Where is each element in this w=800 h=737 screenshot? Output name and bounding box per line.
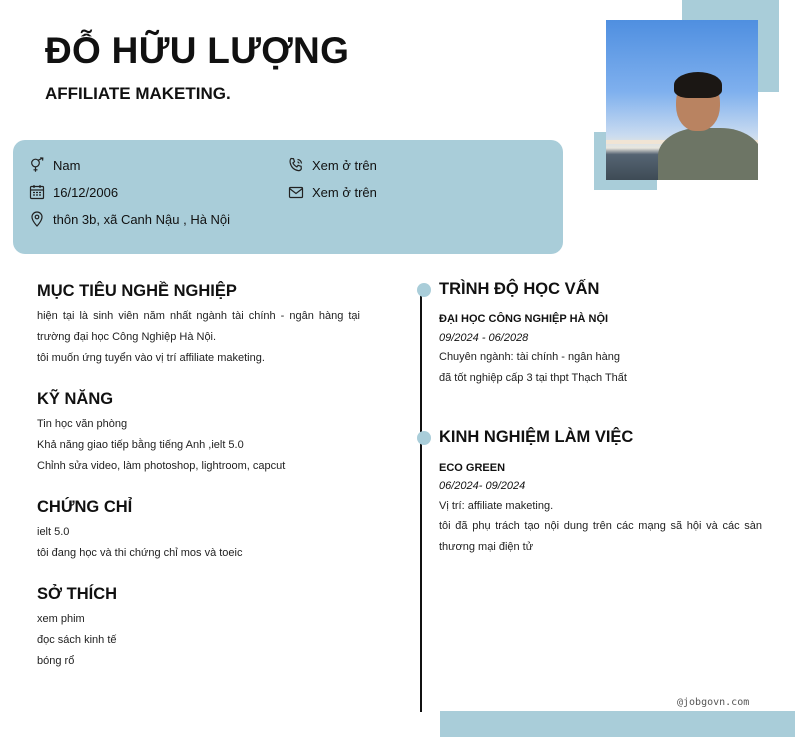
timeline-dot-experience [417, 431, 431, 445]
candidate-role: AFFILIATE MAKETING. [45, 84, 231, 103]
timeline-dot-education [417, 283, 431, 297]
objective-title: MỤC TIÊU NGHỀ NGHIỆP [37, 282, 237, 300]
gender-icon [29, 157, 45, 173]
education-period: 09/2024 - 06/2028 [439, 332, 529, 344]
mail-icon [288, 184, 304, 200]
contact-email [288, 184, 377, 200]
objective-line-3: tôi muốn ứng tuyển vào vị trí affiliate maketing. [37, 352, 265, 364]
skill-item: Tin học văn phòng [37, 418, 128, 430]
skills-title: KỸ NĂNG [37, 390, 114, 408]
contact-address [29, 211, 230, 227]
profile-photo [606, 20, 758, 180]
hobby-item: đọc sách kinh tế [37, 634, 117, 646]
contact-gender-text: Nam [53, 157, 81, 173]
experience-period: 06/2024- 09/2024 [439, 480, 526, 492]
hobby-item: xem phim [37, 613, 85, 625]
contact-gender [29, 157, 80, 173]
objective-line-1: hiện tại là sinh viên năm nhất ngành tài chính - ngân hàng tại [37, 310, 360, 322]
objective-line-2: trường đại học Công Nghiệp Hà Nội. [37, 331, 217, 343]
contact-phone [288, 157, 377, 173]
experience-line: Vị trí: affiliate maketing. [439, 500, 554, 512]
contact-birthday-text: 16/12/2006 [53, 184, 119, 200]
timeline-line [420, 290, 422, 712]
calendar-icon [29, 184, 45, 200]
location-pin-icon [29, 211, 45, 227]
candidate-name: ĐỖ HỮU LƯỢNG [45, 30, 350, 71]
hobby-item: bóng rổ [37, 655, 75, 667]
experience-company: ECO GREEN [439, 462, 506, 474]
education-school: ĐẠI HỌC CÔNG NGHIỆP HÀ NỘI [439, 313, 609, 325]
phone-icon [288, 157, 304, 173]
contact-email-text: Xem ở trên [312, 184, 377, 200]
skill-item: Khả năng giao tiếp bằng tiếng Anh ,ielt 5.0 [37, 439, 244, 451]
certificate-item: tôi đang học và thi chứng chỉ mos và toeic [37, 547, 243, 559]
education-title: TRÌNH ĐỘ HỌC VẤN [439, 280, 600, 298]
contact-address-text: thôn 3b, xã Canh Nậu , Hà Nội [53, 211, 231, 227]
certificates-title: CHỨNG CHỈ [37, 498, 133, 516]
contact-birthday [29, 184, 118, 200]
experience-line: thương mại điện tử [439, 541, 534, 553]
education-line: đã tốt nghiệp cấp 3 tại thpt Thạch Thất [439, 372, 627, 384]
contact-phone-text: Xem ở trên [312, 157, 377, 173]
certificate-item: ielt 5.0 [37, 526, 70, 538]
hobbies-title: SỞ THÍCH [37, 585, 118, 603]
decor-block-bottom [440, 711, 795, 737]
watermark: @jobgovn.com [677, 697, 750, 708]
skill-item: Chỉnh sửa video, làm photoshop, lightroom, capcut [37, 460, 286, 472]
education-line: Chuyên ngành: tài chính - ngân hàng [439, 351, 621, 363]
experience-line: tôi đã phụ trách tạo nội dung trên các mạng sã hội và các sàn [439, 520, 762, 532]
experience-title: KINH NGHIỆM LÀM VIỆC [439, 428, 634, 446]
